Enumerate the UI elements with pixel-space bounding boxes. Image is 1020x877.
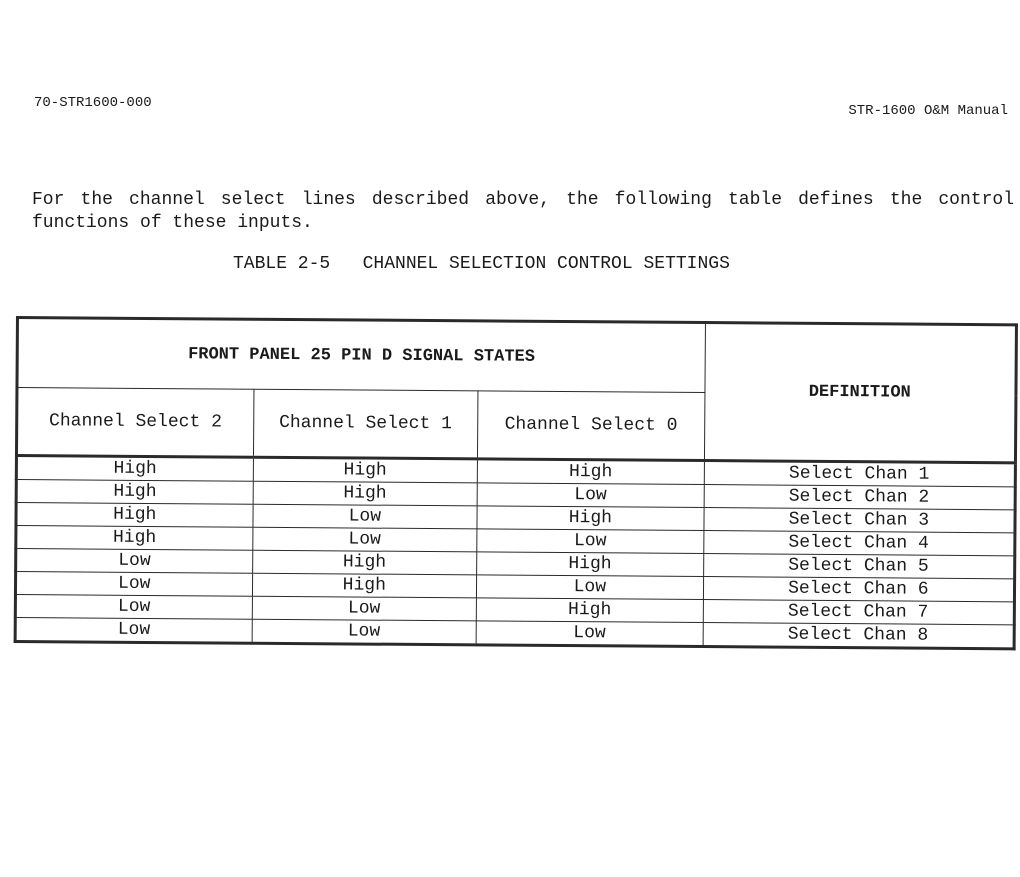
table-cell: High [253, 457, 478, 483]
group-header: FRONT PANEL 25 PIN D SIGNAL STATES [17, 318, 705, 393]
table-body [15, 456, 1015, 649]
table-cell: High [477, 506, 704, 531]
table-cell: Low [252, 504, 477, 529]
column-header-channel-select-0: Channel Select 0 [478, 391, 705, 461]
table-cell: Select Chan 8 [703, 623, 1015, 649]
table-cell: Low [15, 572, 252, 597]
column-header-channel-select-2: Channel Select 2 [16, 388, 253, 458]
table-cell: Select Chan 6 [703, 577, 1015, 602]
table-cell: High [252, 550, 477, 575]
table-cell: Select Chan 1 [704, 461, 1016, 487]
table-cell: Select Chan 5 [703, 554, 1015, 579]
table-cell: Low [477, 529, 704, 554]
table-cell: Select Chan 3 [704, 508, 1016, 533]
table-cell: High [477, 459, 704, 485]
table-cell: Low [16, 549, 253, 574]
table-cell: High [476, 598, 703, 623]
intro-paragraph: For the channel select lines described above, the following table defines the control functions of these inputs. [32, 190, 1014, 233]
table-cell: Low [252, 596, 477, 621]
table-header-row [17, 318, 1016, 395]
manual-title: STR-1600 O&M Manual [848, 103, 1008, 119]
table-cell: High [16, 456, 253, 482]
definition-header: DEFINITION [704, 323, 1016, 463]
table-cell: High [16, 503, 253, 528]
channel-selection-table [14, 316, 1018, 650]
table-cell: Low [15, 618, 252, 644]
table-cell: Low [477, 483, 704, 508]
table-cell: High [16, 480, 253, 505]
table-cell: Low [252, 527, 477, 552]
table-cell: Select Chan 7 [703, 600, 1015, 625]
table-cell: Select Chan 4 [703, 531, 1015, 556]
document-id: 70-STR1600-000 [34, 95, 152, 111]
column-header-channel-select-1: Channel Select 1 [253, 389, 478, 459]
table-caption: TABLE 2-5 CHANNEL SELECTION CONTROL SETTINGS [233, 254, 730, 274]
table-cell: Low [252, 619, 477, 645]
table-cell: High [16, 526, 253, 551]
table-cell: Low [477, 575, 704, 600]
table-cell: High [253, 481, 478, 506]
table-cell: Low [15, 595, 252, 620]
table-cell: Select Chan 2 [704, 485, 1016, 510]
table-cell: High [477, 552, 704, 577]
table-cell: Low [476, 621, 703, 647]
table-cell: High [252, 573, 477, 598]
